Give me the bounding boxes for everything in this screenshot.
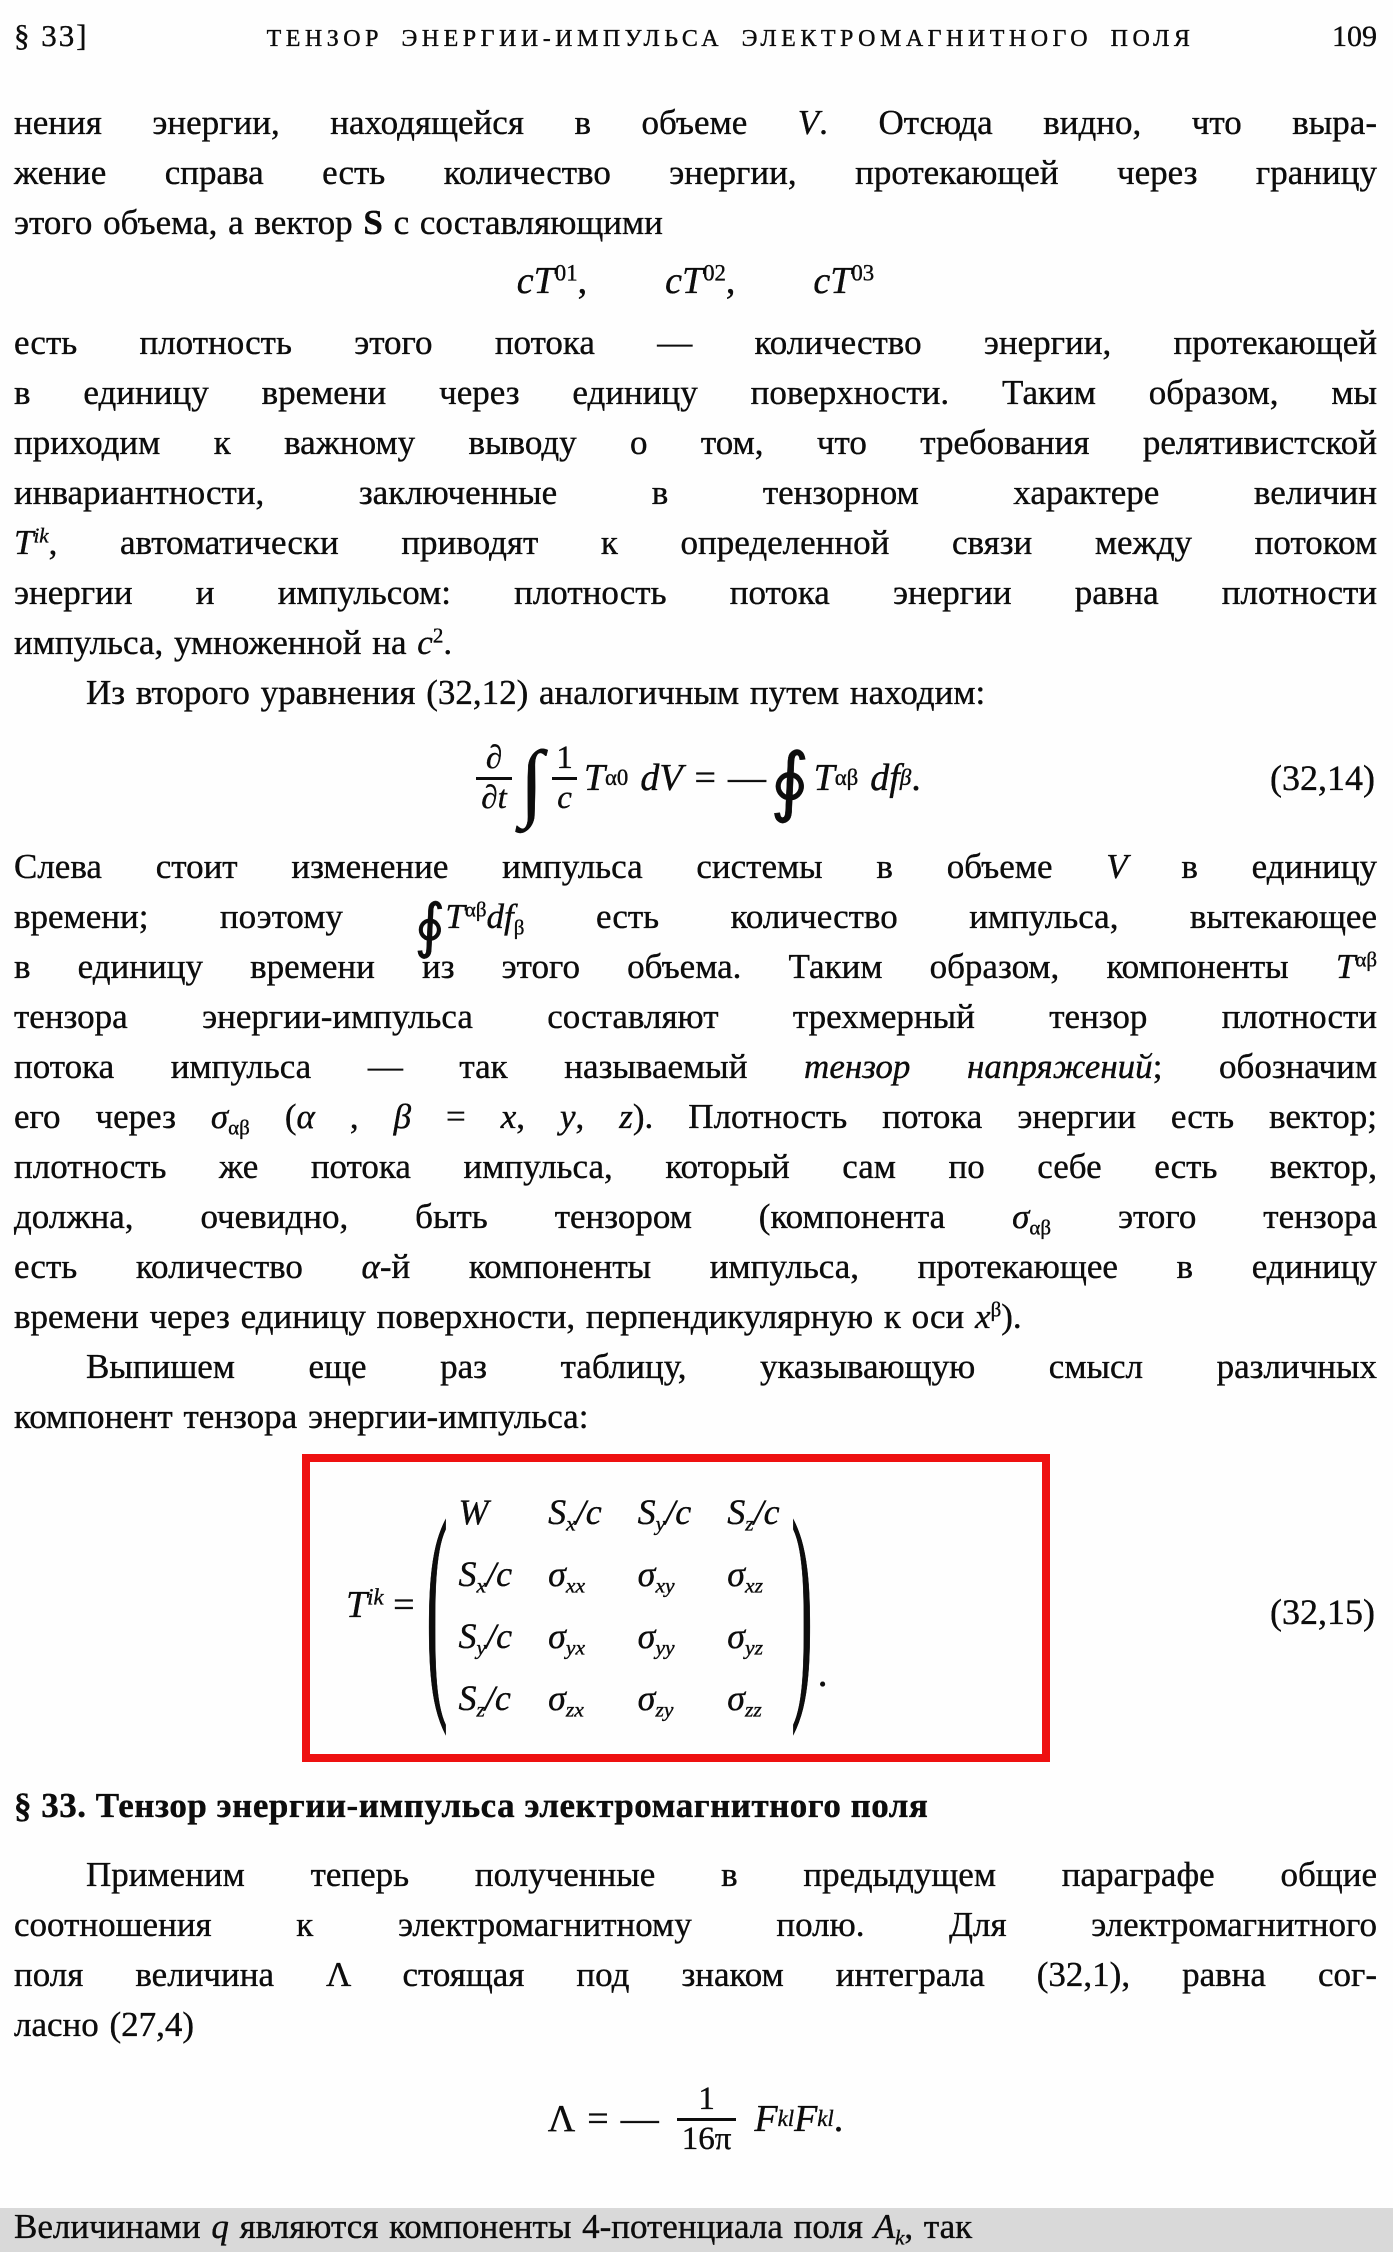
- fraction-1-16pi: [677, 2081, 737, 2158]
- text-line: [14, 418, 1377, 468]
- text-run: T: [14, 523, 34, 562]
- text-run: являются компоненты 4-потенциала поля: [228, 2207, 874, 2246]
- text-run: k: [895, 2225, 905, 2250]
- text-run: V: [1106, 847, 1128, 886]
- text-run: импульса, умноженной на: [14, 623, 418, 662]
- text-run: =: [411, 1097, 501, 1136]
- text-run: x: [975, 1297, 991, 1336]
- text-line: [14, 1192, 1377, 1242]
- text-line: [14, 942, 1377, 992]
- text-run: z: [619, 1097, 633, 1136]
- text-run: T: [445, 897, 465, 936]
- text-run: α: [361, 1247, 380, 1286]
- math-symbol: cT: [665, 260, 704, 302]
- equation-ct-components: [14, 256, 1377, 306]
- text-run: приходим к важному выводу о том, что требования релятивистской: [14, 423, 1377, 462]
- matrix-cell: $\sigma_{zz}$: [727, 1678, 762, 1722]
- text-run: A: [873, 2207, 896, 2246]
- text-run: . Отсюда видно, что выра-: [819, 103, 1377, 142]
- text-line: [14, 148, 1377, 198]
- minus-sign: —: [620, 2098, 659, 2140]
- math-symbol: dV: [640, 757, 683, 799]
- text-run: Применим теперь полученные в предыдущем параграфе общие: [86, 1855, 1377, 1894]
- math-symbol: df: [870, 757, 900, 799]
- math-symbol: T: [346, 1584, 368, 1626]
- matrix-cell: $S_y/c$: [637, 1492, 692, 1536]
- text-run: β: [393, 1097, 412, 1136]
- contour-integral-sign: ∮: [769, 739, 810, 824]
- text-run: , автоматически приводят к определенной связи между потоком: [48, 523, 1377, 562]
- text-run: ,: [314, 1097, 394, 1136]
- text-run: ∮: [414, 892, 446, 959]
- math-numerator: 1: [556, 739, 573, 776]
- text-line: [14, 1850, 1377, 1900]
- text-line: [14, 198, 1377, 248]
- paragraph-table-intro: [14, 1342, 1377, 1442]
- matrix-cell: W: [458, 1492, 489, 1532]
- text-run: ). Плотность потока энергии есть вектор;: [632, 1097, 1378, 1136]
- text-line: [14, 318, 1377, 368]
- text-run: энергии и импульсом: плотность потока энергии равна плотности: [14, 573, 1377, 612]
- text-run: c: [417, 623, 433, 662]
- equation-32-14-math: $\frac{\partial}{\partial t}$ ∫ $\frac{1}{c}$ T α0 dV = — ∮ T αβ df β .: [470, 740, 920, 817]
- math-denominator: 16π: [677, 2118, 737, 2158]
- math-symbol: T: [583, 757, 605, 799]
- text-run: потока импульса — так называемый: [14, 1047, 805, 1086]
- text-run: Из второго уравнения (32,12) аналогичным путем находим:: [86, 673, 986, 712]
- text-line: [14, 1042, 1377, 1092]
- matrix-cell: $S_y/c$: [458, 1616, 513, 1660]
- matrix-cell: $\sigma_{xz}$: [727, 1554, 764, 1598]
- text-run: .: [443, 623, 453, 662]
- text-run: его через: [14, 1097, 211, 1136]
- text-run: σ: [1012, 1197, 1030, 1236]
- text-run: нения энергии, находящейся в объеме: [14, 103, 798, 142]
- right-parenthesis: ): [790, 1473, 813, 1737]
- highlight-box: [302, 1454, 1050, 1762]
- paragraph-stress-tensor: [14, 842, 1377, 1342]
- text-line: [14, 1950, 1377, 2000]
- equation-32-15-block: [14, 1454, 1377, 1770]
- text-run: α: [296, 1097, 315, 1136]
- text-run: β: [513, 915, 525, 940]
- matrix-cell: $S_z/c$: [727, 1492, 780, 1536]
- text-run: , так: [904, 2207, 973, 2246]
- matrix-cell: $\sigma_{yz}$: [727, 1616, 764, 1660]
- text-run: в единицу времени через единицу поверхности. Таким образом, мы: [14, 373, 1377, 412]
- text-run: y: [560, 1097, 576, 1136]
- math-term: [665, 256, 735, 306]
- text-run: 2: [432, 623, 444, 648]
- equals-sign: =: [383, 1584, 415, 1626]
- math-symbol: T: [813, 757, 835, 799]
- text-run: этого тензора: [1051, 1197, 1377, 1236]
- text-run: этого объема, а вектор: [14, 203, 364, 242]
- text-run: должна, очевидно, быть тензором (компонента: [14, 1197, 1013, 1236]
- equation-number: (32,14): [1270, 758, 1375, 798]
- math-denominator: c: [552, 777, 577, 817]
- math-numerator: 1: [698, 2080, 715, 2117]
- minus-sign: —: [727, 757, 766, 799]
- equals-sign: =: [587, 2098, 609, 2140]
- matrix-cell: $\sigma_{xx}$: [548, 1554, 586, 1598]
- text-line: [14, 892, 1377, 959]
- running-header: [14, 20, 1377, 68]
- math-superscript: 01: [554, 260, 578, 286]
- text-line: [14, 618, 1377, 668]
- text-line: [14, 98, 1377, 148]
- integral-sign: ∫: [519, 733, 544, 830]
- math-symbol: F: [754, 2098, 778, 2140]
- text-run: тензора энергии-импульса составляют трехмерный тензор плотности: [14, 997, 1377, 1036]
- section-marker: § 33]: [14, 18, 89, 53]
- math-punctuation: ,: [577, 260, 588, 302]
- text-line: [14, 1292, 1377, 1342]
- text-run: в единицу: [1127, 847, 1377, 886]
- math-term: [517, 256, 587, 306]
- text-run: в единицу времени из этого объема. Таким образом, компоненты: [14, 947, 1336, 986]
- text-run: V: [797, 103, 820, 142]
- text-run: ; обозначим: [1152, 1047, 1377, 1086]
- matrix-cell: $\sigma_{zy}$: [637, 1678, 674, 1722]
- math-symbol: cT: [813, 260, 852, 302]
- math-term: [813, 256, 874, 306]
- text-run: жение справа есть количество энергии, протекающей через границу: [14, 153, 1377, 192]
- text-run: поля величина: [14, 1955, 327, 1994]
- text-run: Выпишем еще раз таблицу, указывающую смысл различных: [86, 1347, 1377, 1386]
- text-run: есть плотность этого потока — количество энергии, протекающей: [14, 323, 1377, 362]
- equation-lambda: [14, 2056, 1377, 2182]
- text-run: x: [500, 1097, 517, 1136]
- equation-32-14: [14, 722, 1377, 834]
- text-line: [14, 1342, 1377, 1392]
- math-superscript: ik: [367, 1584, 384, 1610]
- text-line: [14, 518, 1377, 568]
- fraction-1-c: [551, 740, 578, 817]
- text-run: -й компоненты импульса, протекающее в единицу: [379, 1247, 1377, 1286]
- math-punctuation: ,: [725, 260, 736, 302]
- fraction-d-dt: [476, 740, 511, 817]
- text-line: [14, 842, 1377, 892]
- text-run: ).: [1001, 1297, 1022, 1336]
- text-run: S: [363, 203, 383, 242]
- tensor-matrix: [459, 1485, 780, 1725]
- math-symbol: Λ: [547, 2098, 576, 2140]
- equals-sign: =: [694, 757, 716, 799]
- math-symbol: F: [794, 2098, 818, 2140]
- text-run: с составляющими: [382, 203, 663, 242]
- text-run: Λ: [326, 1955, 351, 1994]
- matrix-cell: $\sigma_{yx}$: [548, 1616, 586, 1660]
- text-run: Величинами: [14, 2207, 212, 2246]
- paragraph-energy-flux: [14, 98, 1377, 248]
- matrix-cell: $S_z/c$: [458, 1678, 511, 1722]
- tensor-lhs: [346, 1580, 415, 1630]
- math-denominator: ∂t: [476, 777, 511, 817]
- text-run: инвариантности, заключенные в тензорном характере величин: [14, 473, 1377, 512]
- matrix-cell: $\sigma_{yy}$: [637, 1616, 675, 1660]
- equation-lambda-math: Λ = — $\frac{1}{16\pi}$ F kl F kl .: [547, 2080, 844, 2157]
- text-run: q: [211, 2207, 229, 2246]
- text-line: [14, 1900, 1377, 1950]
- page-number: 109: [1332, 20, 1377, 53]
- text-run: стоящая под знаком интеграла (32,1), равна сог-: [350, 1955, 1377, 1994]
- paragraph-potentials: [14, 2202, 1377, 2252]
- text-run: ,: [575, 1097, 620, 1136]
- equation-number: (32,15): [1270, 1592, 1375, 1632]
- text-line: [14, 992, 1377, 1042]
- text-line: [14, 1092, 1377, 1142]
- text-line: [14, 1392, 1377, 1442]
- math-punctuation: .: [911, 757, 921, 799]
- text-run: (: [249, 1097, 297, 1136]
- text-run: времени через единицу поверхности, перпендикулярную к оси: [14, 1297, 976, 1336]
- paragraph-apply-relations: [14, 1850, 1377, 2050]
- math-punctuation: .: [833, 2098, 844, 2140]
- left-parenthesis: (: [425, 1473, 448, 1737]
- text-run: β: [990, 1297, 1002, 1322]
- math-superscript: 03: [851, 260, 875, 286]
- text-run: ik: [33, 523, 49, 548]
- text-line: [14, 2000, 1377, 2050]
- text-run: времени; поэтому: [14, 897, 415, 936]
- text-line: [14, 568, 1377, 618]
- math-symbol: cT: [516, 260, 555, 302]
- matrix-cell: $S_x/c$: [548, 1492, 602, 1536]
- section-heading: § 33. Тензор энергии-импульса электромагнитного поля: [14, 1786, 929, 1825]
- text-run: тензор напряжений: [804, 1047, 1153, 1086]
- text-run: есть количество импульса, вытекающее: [524, 897, 1377, 936]
- text-run: σ: [210, 1097, 229, 1136]
- math-superscript: 02: [703, 260, 726, 286]
- text-line: [14, 1242, 1377, 1292]
- text-run: Слева стоит изменение импульса системы в объеме: [14, 847, 1107, 886]
- text-run: T: [1335, 947, 1356, 986]
- text-run: соотношения к электромагнитному полю. Для электромагнитного: [14, 1905, 1377, 1944]
- text-run: αβ: [1355, 947, 1377, 972]
- running-title: ТЕНЗОР ЭНЕРГИИ-ИМПУЛЬСА ЭЛЕКТРОМАГНИТНОГО ПОЛЯ: [266, 26, 1195, 52]
- text-line: [14, 2202, 1377, 2252]
- text-run: df: [486, 897, 514, 936]
- text-run: ,: [516, 1097, 560, 1136]
- matrix-cell: $S_x/c$: [458, 1554, 513, 1598]
- text-run: компонент тензора энергии-импульса:: [14, 1397, 589, 1436]
- text-line: [14, 1142, 1377, 1192]
- text-run: αβ: [228, 1115, 250, 1140]
- matrix-cell: $\sigma_{xy}$: [637, 1554, 675, 1598]
- paragraph-flux-density: [14, 318, 1377, 668]
- paragraph-second-equation: [14, 668, 1377, 718]
- text-run: плотность же потока импульса, который сам по себе есть вектор,: [14, 1147, 1377, 1186]
- text-run: αβ: [1029, 1215, 1052, 1240]
- math-punctuation: .: [817, 1650, 828, 1695]
- matrix-cell: $\sigma_{zx}$: [548, 1678, 584, 1722]
- text-run: ласно (27,4): [14, 2005, 195, 2044]
- text-line: [14, 468, 1377, 518]
- text-line: [14, 668, 1377, 718]
- text-run: есть количество: [14, 1247, 362, 1286]
- text-run: αβ: [464, 897, 487, 922]
- math-numerator: ∂: [485, 739, 503, 776]
- text-line: [14, 368, 1377, 418]
